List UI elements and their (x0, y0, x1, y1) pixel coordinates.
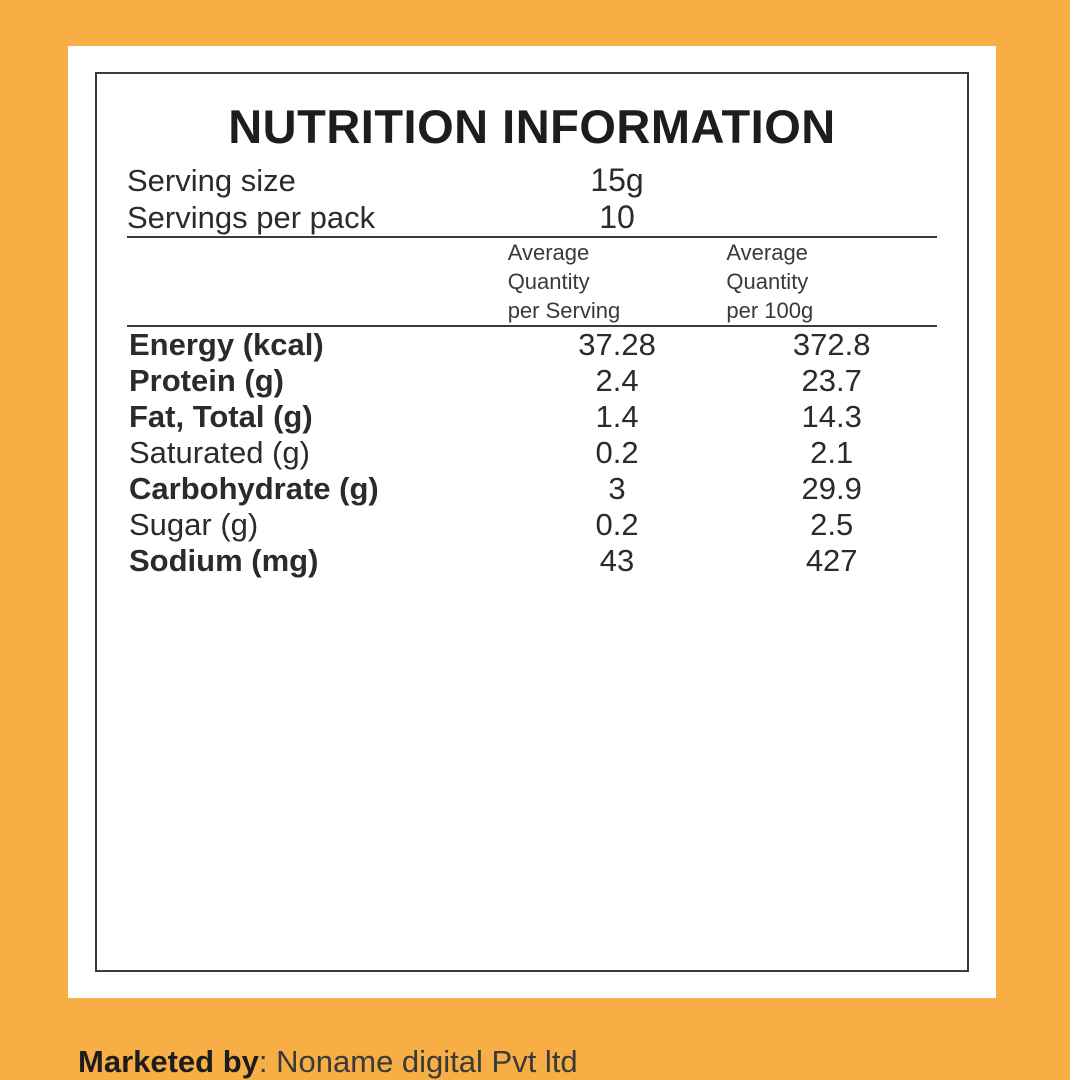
nutrient-name: Carbohydrate (g) (129, 471, 379, 507)
marketed-by-line (78, 1044, 578, 1080)
column-header-per-serving-line2: Quantity (507, 269, 590, 295)
column-header-row (127, 238, 937, 325)
nutrient-per-serving: 2.4 (595, 363, 639, 399)
nutrition-information-panel (95, 72, 969, 972)
nutrient-per-100g: 2.1 (810, 435, 854, 471)
column-header-per-serving-line1: Average (507, 240, 590, 265)
column-header-per-100g-line2: Quantity (726, 269, 809, 295)
nutrient-per-100g: 427 (805, 543, 858, 579)
column-header-per-100g-line1: Average (726, 240, 808, 265)
nutrition-table (127, 162, 937, 579)
page-right-edge (1070, 0, 1080, 1080)
column-header-per-serving (508, 238, 727, 325)
column-header-per-100g (726, 238, 937, 325)
nutrient-per-serving: 3 (608, 471, 626, 507)
marketed-by-value: : Noname digital Pvt ltd (258, 1044, 578, 1079)
column-header-per-100g-line3: per 100g (726, 298, 814, 324)
nutrient-per-serving: 0.2 (595, 435, 639, 471)
nutrient-per-serving: 0.2 (595, 507, 639, 543)
nutrient-name: Fat, Total (g) (129, 399, 313, 435)
nutrient-name: Energy (kcal) (129, 327, 324, 363)
servings-per-pack-value: 10 (599, 199, 635, 235)
nutrition-label-card (68, 46, 996, 998)
nutrient-name: Sugar (g) (129, 507, 259, 543)
serving-size-label: Serving size (127, 162, 296, 198)
table-row (127, 471, 937, 507)
nutrient-per-100g: 29.9 (801, 471, 862, 507)
servings-per-pack-row (127, 199, 937, 236)
servings-per-pack-empty (726, 199, 937, 236)
serving-size-value: 15g (590, 162, 644, 198)
nutrient-per-100g: 372.8 (792, 327, 871, 363)
serving-size-row (127, 162, 937, 199)
column-header-per-serving-line3: per Serving (507, 298, 621, 324)
nutrient-name: Saturated (g) (129, 435, 310, 471)
table-row (127, 507, 937, 543)
page-title: NUTRITION INFORMATION (228, 100, 836, 153)
nutrient-per-100g: 2.5 (810, 507, 854, 543)
nutrient-name: Sodium (mg) (129, 543, 319, 579)
table-row (127, 543, 937, 579)
nutrient-per-100g: 14.3 (801, 399, 862, 435)
nutrient-per-serving: 37.28 (578, 327, 656, 363)
column-header-blank (127, 238, 508, 325)
serving-size-empty (726, 162, 937, 199)
nutrient-name: Protein (g) (129, 363, 284, 399)
table-row (127, 363, 937, 399)
servings-per-pack-label: Servings per pack (127, 199, 376, 235)
nutrient-per-100g: 23.7 (801, 363, 862, 399)
table-row (127, 435, 937, 471)
nutrient-per-serving: 43 (599, 543, 635, 579)
marketed-by-label: Marketed by (78, 1044, 259, 1079)
table-row (127, 399, 937, 435)
nutrient-per-serving: 1.4 (595, 399, 639, 435)
table-row (127, 327, 937, 363)
